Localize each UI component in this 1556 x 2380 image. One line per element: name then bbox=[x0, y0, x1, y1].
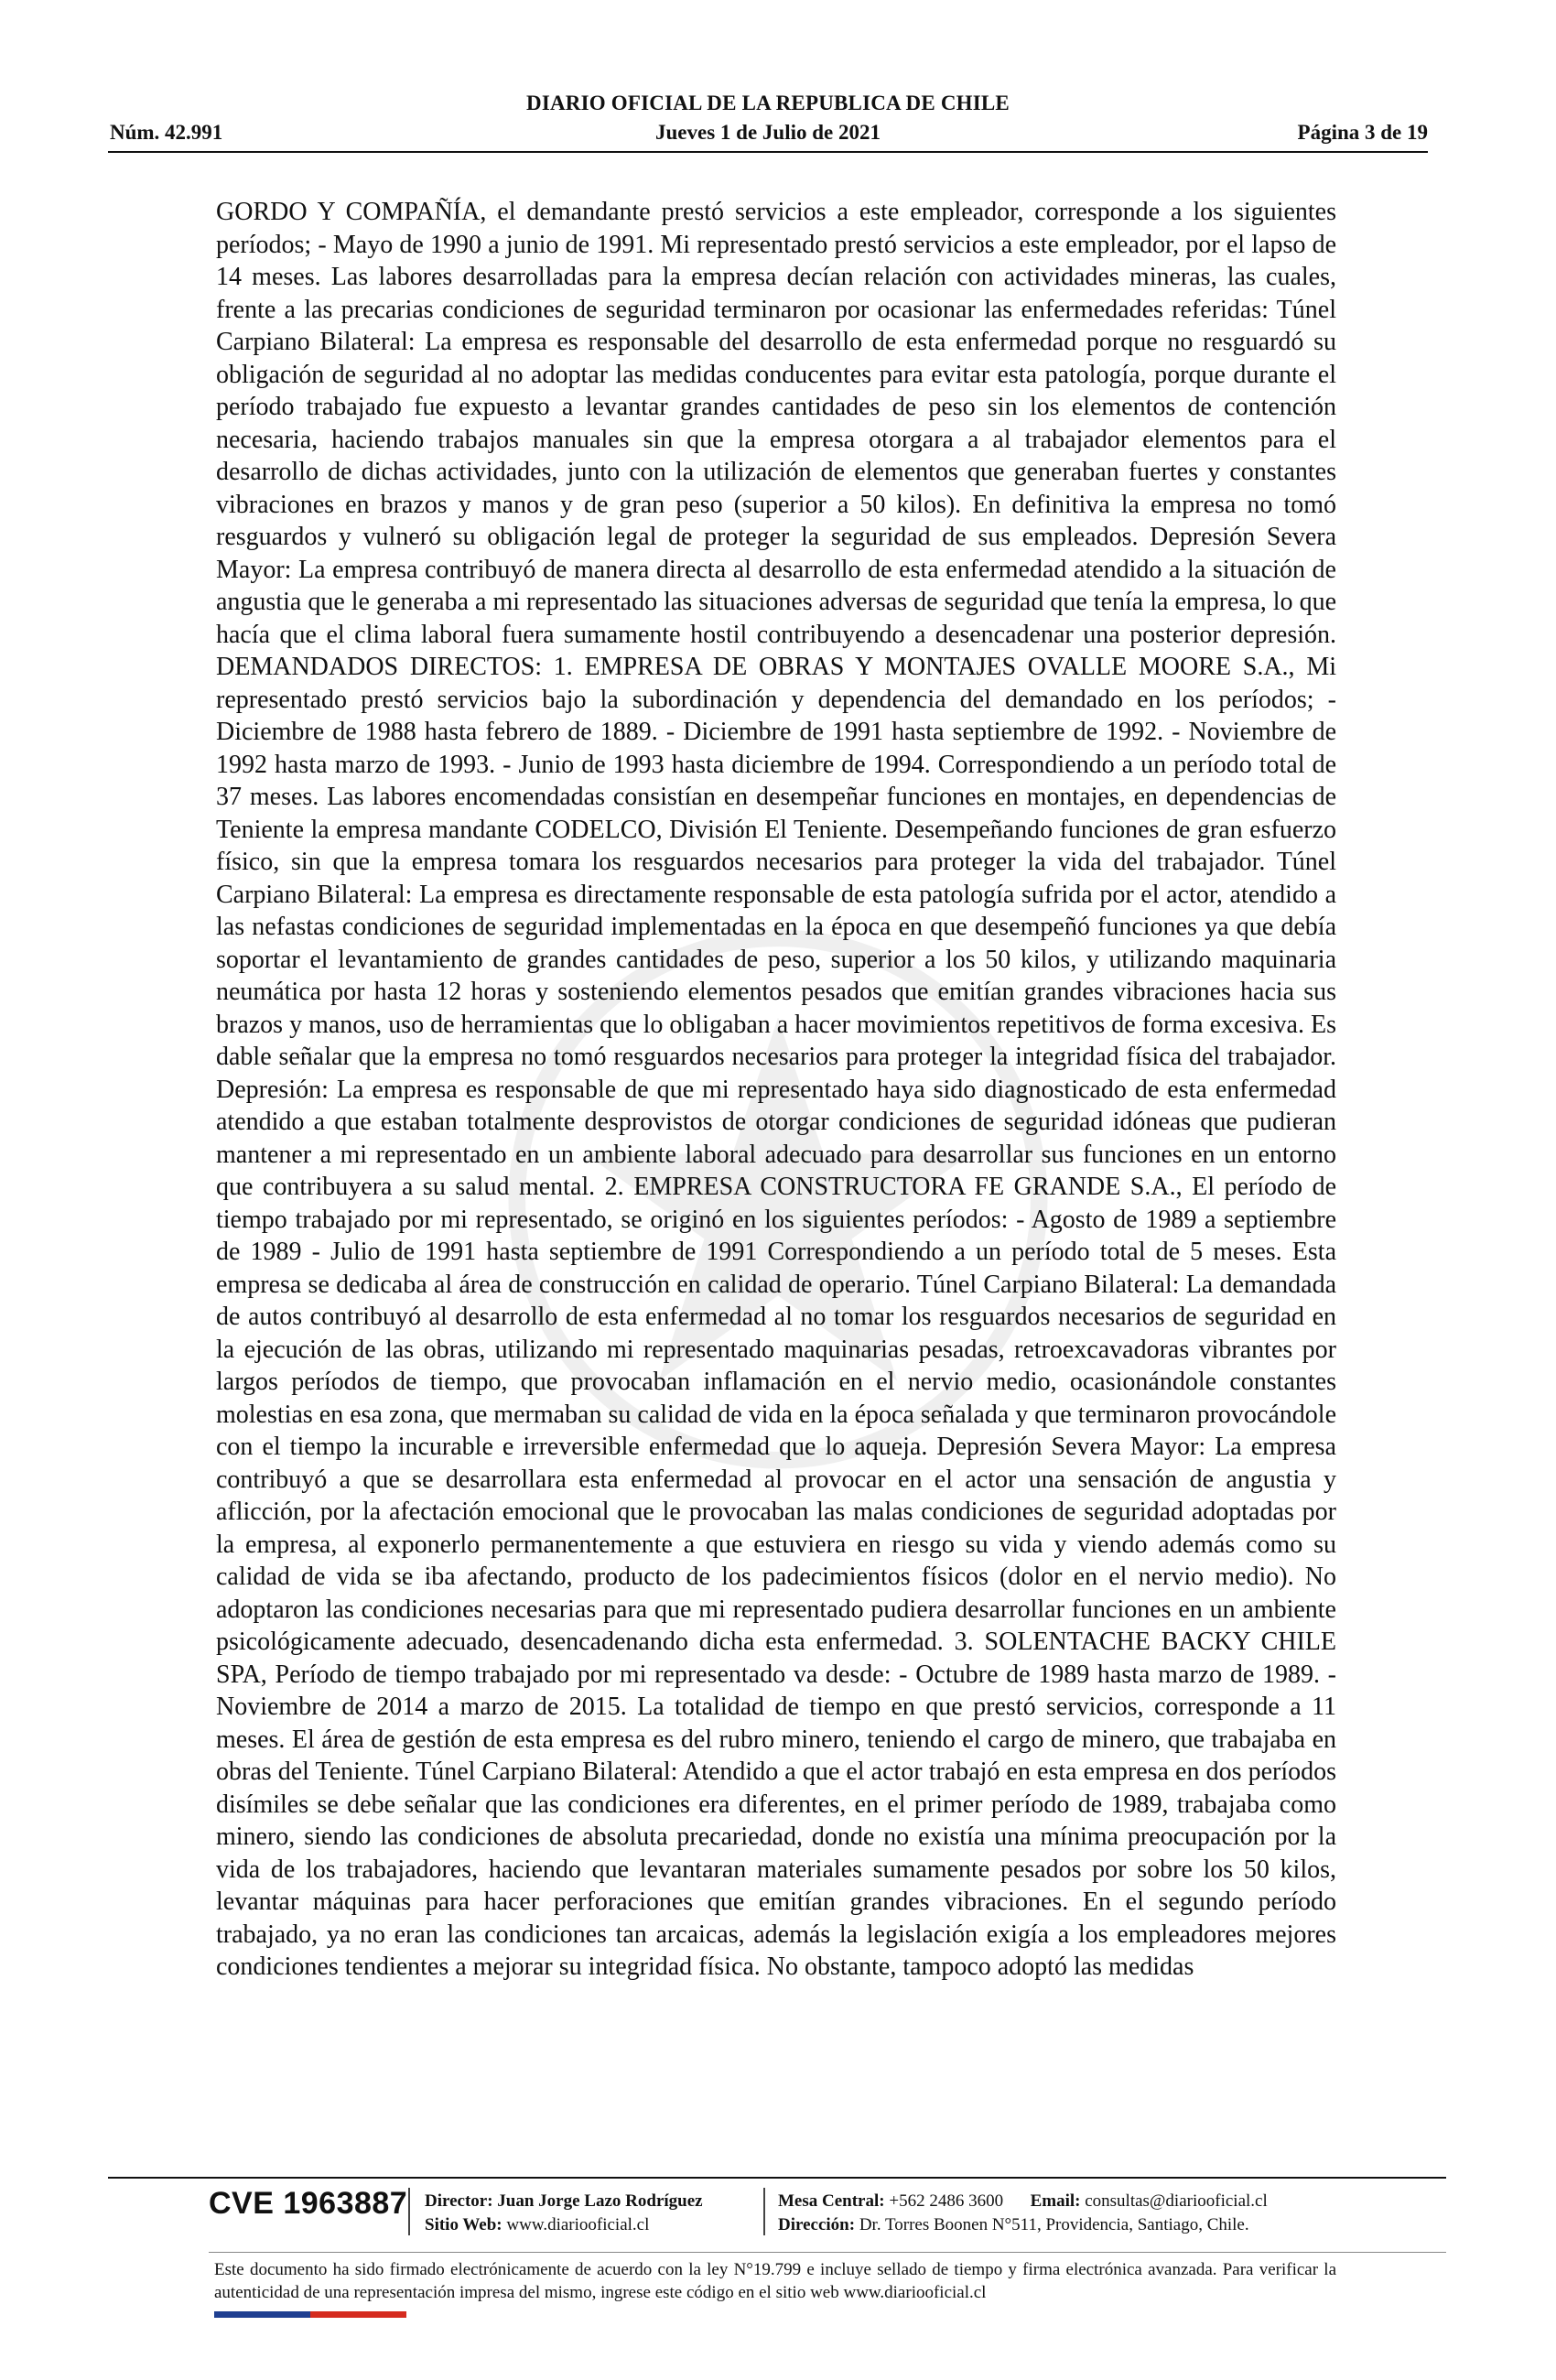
address-value: Dr. Torres Boonen N°511, Providencia, Santiago, Chile. bbox=[859, 2215, 1249, 2234]
flag-blue-segment bbox=[214, 2311, 310, 2318]
email-link[interactable]: consultas@diariooficial.cl bbox=[1085, 2191, 1268, 2211]
website-label: Sitio Web: bbox=[425, 2215, 502, 2234]
footer-divider bbox=[108, 2177, 1446, 2179]
document-body: GORDO Y COMPAÑÍA, el demandante prestó servicios a este empleador, corresponde a los siguientes períodos; - Mayo de 1990 a junio de 1991. Mi representado prestó servicios a este empleador, por el lapso de 14 meses. Las labores desarrolladas para la empresa decían relación con actividades mineras, las cuales, frente a las precarias condiciones de seguridad terminaron por ocasionar las enfermedades referidas: Túnel Carpiano Bilateral: La empresa es responsable del desarrollo de esta enfermedad porque no resguardó su obligación de seguridad al no adoptar las medidas conducentes para evitar esta patología, porque durante el período trabajado fue expuesto a levantar grandes cantidades de peso sin los elementos de contención necesaria, haciendo trabajos manuales sin que la empresa otorgara a al trabajador elementos para el desarrollo de dichas actividades, junto con la utilización de elementos que generaban fuertes y constantes vibraciones en brazos y manos y de gran peso (superior a 50 kilos). En definitiva la empresa no tomó resguardos y vulneró su obligación legal de proteger la seguridad de sus empleados. Depresión Severa Mayor: La empresa contribuyó de manera directa al desarrollo de esta enfermedad atendido a la situación de angustia que le generaba a mi representado las situaciones adversas de seguridad que tenía la empresa, lo que hacía que el clima laboral fuera sumamente hostil contribuyendo a desencadenar una posterior depresión. DEMANDADOS DIRECTOS: 1. EMPRESA DE OBRAS Y MONTAJES OVALLE MOORE S.A., Mi representado prestó servicios bajo la subordinación y dependencia del demandado en los períodos; - Diciembre de 1988 hasta febrero de 1889. - Diciembre de 1991 hasta septiembre de 1992. - Noviembre de 1992 hasta marzo de 1993. - Junio de 1993 hasta diciembre de 1994. Correspondiendo a un período total de 37 meses. Las labores encomendadas consistían en desempeñar funciones en montajes, en dependencias de Teniente la empresa mandante CODELCO, División El Teniente. Desempeñando funciones de gran esfuerzo físico, sin que la empresa tomara los resguardos necesarios para proteger la vida del trabajador. Túnel Carpiano Bilateral: La empresa es directamente responsable de esta patología sufrida por el actor, atendido a las nefastas condiciones de seguridad implementadas en la época en que desempeñó funciones ya que debía soportar el levantamiento de grandes cantidades de peso, superior a los 50 kilos, y utilizando maquinaria neumática por hasta 12 horas y sosteniendo elementos pesados que emitían grandes vibraciones hacia sus brazos y manos, uso de herramientas que lo obligaban a hacer movimientos repetitivos de forma excesiva. Es dable señalar que la empresa no tomó resguardos necesarios para proteger la integridad física del trabajador. Depresión: La empresa es responsable de que mi representado haya sido diagnosticado de esta enfermedad atendido a que estaban totalmente desprovistos de otorgar condiciones de seguridad idóneas que pudieran mantener a mi representado en un ambiente laboral adecuado para desarrollar sus funciones en un entorno que contribuyera a su salud mental. 2. EMPRESA CONSTRUCTORA FE GRANDE S.A., El período de tiempo trabajado por mi representado, se originó en los siguientes períodos: - Agosto de 1989 a septiembre de 1989 - Julio de 1991 hasta septiembre de 1991 Correspondiendo a un período total de 5 meses. Esta empresa se dedicaba al área de construcción en calidad de operario. Túnel Carpiano Bilateral: La demandada de autos contribuyó al desarrollo de esta enfermedad al no tomar los resguardos necesarios de seguridad en la ejecución de las obras, utilizando mi representado maquinarias pesadas, retroexcavadoras vibrantes por largos períodos de tiempo, que provocaban inflamación en el nervio medio, ocasionándole constantes molestias en esa zona, que mermaban su calidad de vida en la época señalada y que terminaron provocándole con el tiempo la incurable e irreversible enfermedad que lo aqueja. Depresión Severa Mayor: La empresa contribuyó a que se desarrollara esta enfermedad al provocar en el actor una sensación de angustia y aflicción, por la afectación emocional que le provocaban las malas condiciones de seguridad adoptadas por la empresa, al exponerlo permanentemente a que estuviera en riesgo su vida y viendo además como su calidad de vida se iba afectando, producto de los padecimientos físicos (dolor en el nervio medio). No adoptaron las condiciones necesarias para que mi representado pudiera desarrollar funciones en un ambiente psicológicamente adecuado, desencadenando dicha esta enfermedad. 3. SOLENTACHE BACKY CHILE SPA, Período de tiempo trabajado por mi representado va desde: - Octubre de 1989 hasta marzo de 1989. - Noviembre de 2014 a marzo de 2015. La totalidad de tiempo en que prestó servicios, corresponde a 11 meses. El área de gestión de esta empresa es del rubro minero, teniendo el cargo de minero, que trabajaba en obras del Teniente. Túnel Carpiano Bilateral: Atendido a que el actor trabajó en esta empresa en dos períodos disímiles se debe señalar que las condiciones era diferentes, en el primer período de 1989, trabajaba como minero, siendo las condiciones de absoluta precariedad, donde no existía una mínima preocupación por la vida de los trabajadores, haciendo que levantaran materiales sumamente pesados por sobre los 50 kilos, levantar máquinas para hacer perforaciones que emitían grandes vibraciones. En el segundo período trabajado, ya no eran las condiciones tan arcaicas, además la legislación exigía a los empleadores mejores condiciones tendientes a mejorar su integridad física. No obstante, tampoco adoptó las medidas bbox=[216, 198, 1336, 1981]
footer-separator bbox=[763, 2188, 765, 2235]
email-label: Email: bbox=[1030, 2191, 1081, 2211]
cve-code: CVE 1963887 bbox=[209, 2186, 408, 2221]
page-number: Página 3 de 19 bbox=[1297, 121, 1428, 144]
website-link[interactable]: www.diariooficial.cl bbox=[506, 2215, 650, 2234]
mesa-central-phone: +562 2486 3600 bbox=[889, 2191, 1004, 2211]
footer-director-block bbox=[425, 2190, 703, 2237]
chile-flag-stripe bbox=[214, 2311, 406, 2318]
issue-date: Jueves 1 de Julio de 2021 bbox=[655, 121, 881, 144]
director-name: Juan Jorge Lazo Rodríguez bbox=[497, 2191, 703, 2211]
footer-thin-divider bbox=[209, 2252, 1446, 2253]
director-label: Director: bbox=[425, 2191, 493, 2211]
address-label: Dirección: bbox=[778, 2215, 856, 2234]
footer-contact-block bbox=[778, 2190, 1268, 2237]
legal-notice: Este documento ha sido firmado electrónicamente de acuerdo con la ley N°19.799 e incluye sellado de tiempo y firma electrónica avanzada. Para verificar la autenticidad de una representación impresa del mismo, ingrese este código en el sitio web www.diariooficial.cl bbox=[214, 2260, 1336, 2302]
mesa-central-label: Mesa Central: bbox=[778, 2191, 885, 2211]
header-divider bbox=[108, 151, 1428, 153]
footer-separator bbox=[408, 2188, 410, 2235]
flag-red-segment bbox=[310, 2311, 406, 2318]
issue-number: Núm. 42.991 bbox=[110, 121, 223, 144]
publication-title: DIARIO OFICIAL DE LA REPUBLICA DE CHILE bbox=[526, 92, 1010, 114]
page-header bbox=[108, 92, 1428, 156]
